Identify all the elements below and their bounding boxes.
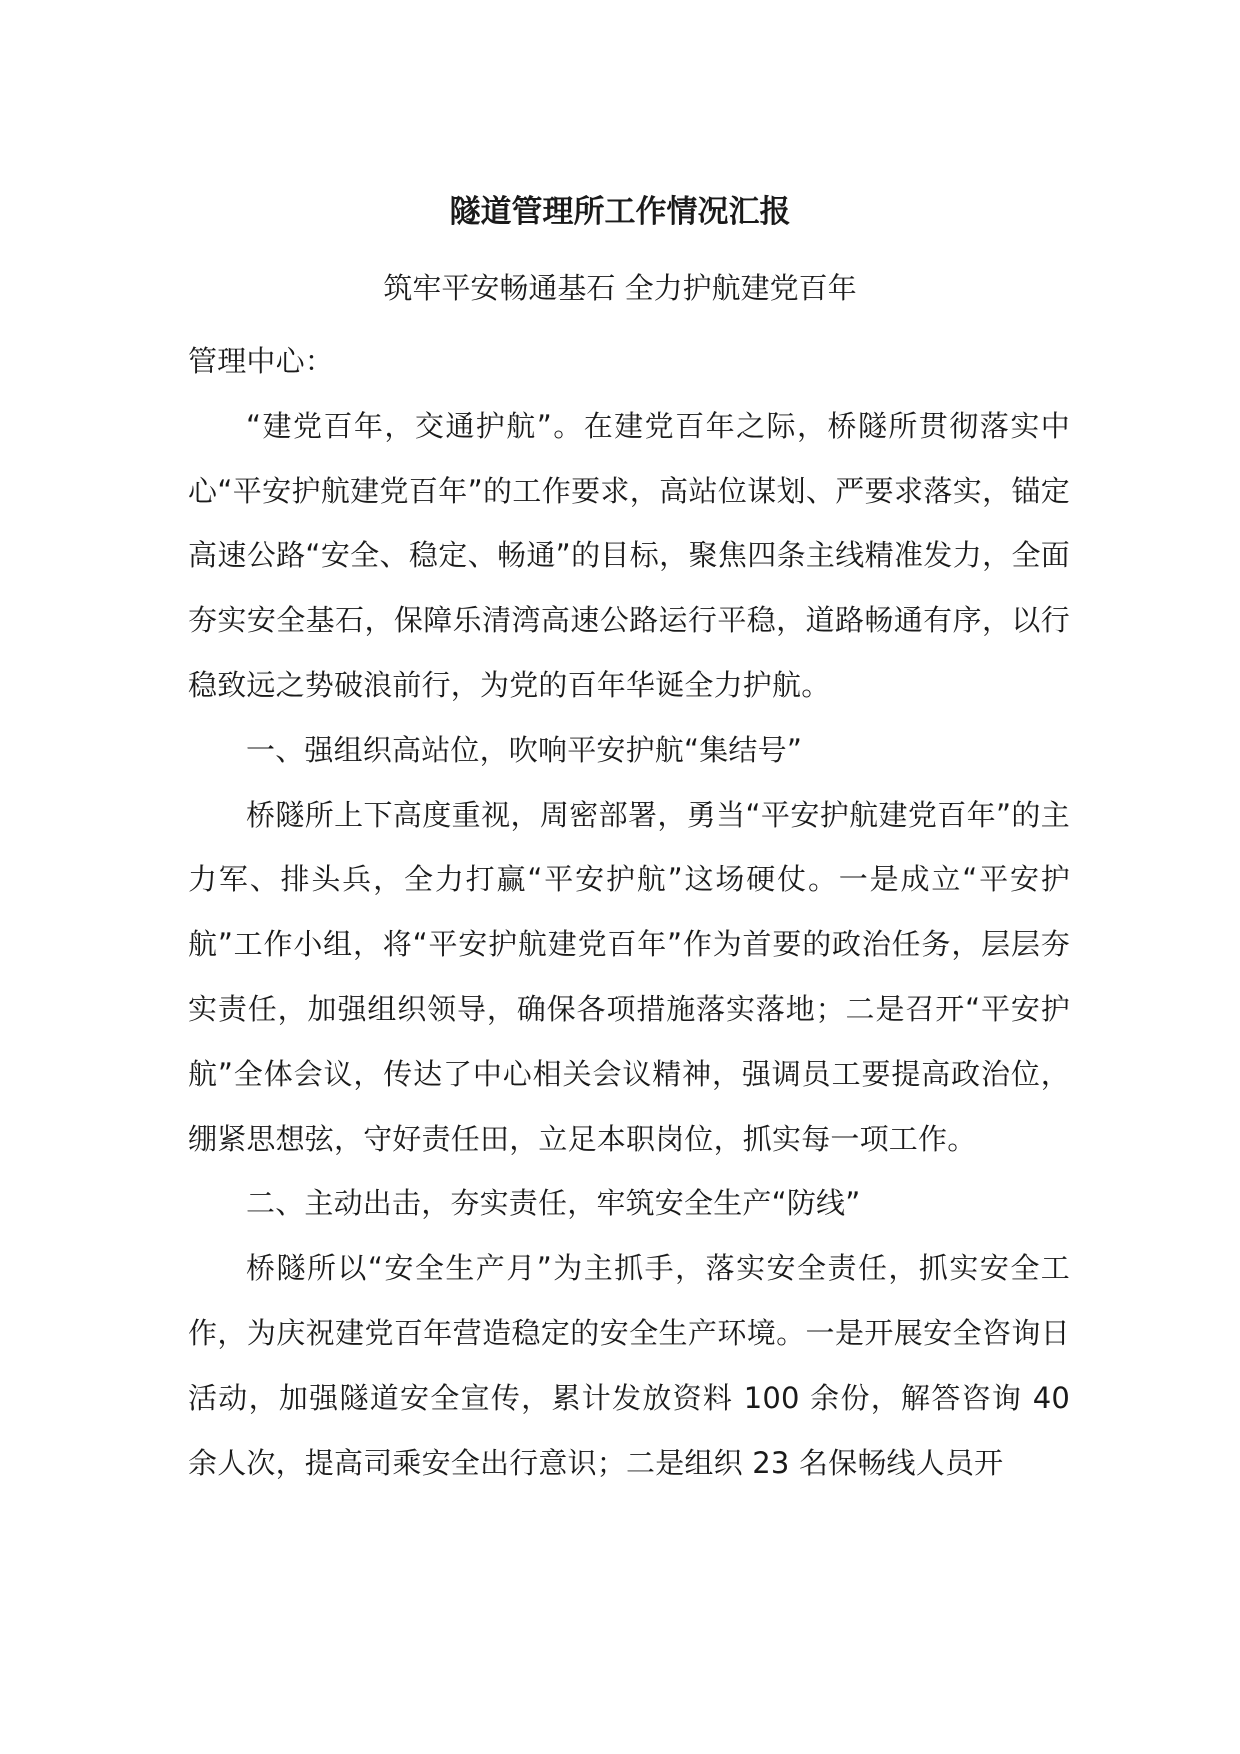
paragraph-section-1: 桥隧所上下高度重视，周密部署，勇当“平安护航建党百年”的主力军、排头兵，全力打赢“平安护航”这场硬仗。一是成立“平安护航”工作小组，将“平安护航建党百年”作为首要的政治任务，层层夯实责任，加强组织领导，确保各项措施落实落地；二是召开“平安护航”全体会议，传达了中心相关会议精神，强调员工要提高政治位，绷紧思想弦，守好责任田，立足本职岗位，抓实每一项工作。 xyxy=(188,797,1070,1156)
section-heading-2: 二、主动出击，夯实责任，牢筑安全生产“防线” xyxy=(246,1186,861,1221)
paragraph-intro: “建党百年，交通护航”。在建党百年之际，桥隧所贯彻落实中心“平安护航建党百年”的工作要求，高站位谋划、严要求落实，锚定高速公路“安全、稳定、畅通”的目标，聚焦四条主线精准发力，全面夯实安全基石，保障乐清湾高速公路运行平稳，道路畅通有序，以行稳致远之势破浪前行，为党的百年华诞全力护航。 xyxy=(188,408,1070,702)
paragraph-section-2: 桥隧所以“安全生产月”为主抓手，落实安全责任，抓实安全工作，为庆祝建党百年营造稳定的安全生产环境。一是开展安全咨询日活动，加强隧道安全宣传，累计发放资料 100 余份，解答咨询 40 余人次，提高司乘安全出行意识；二是组织 23 名保畅线人员开 xyxy=(188,1251,1070,1480)
salutation: 管理中心： xyxy=(188,344,335,378)
document-subtitle: 筑牢平安畅通基石 全力护航建党百年 xyxy=(383,271,857,305)
document-body xyxy=(188,329,1070,1495)
document-title: 隧道管理所工作情况汇报 xyxy=(449,194,791,230)
section-heading-1: 一、强组织高站位，吹响平安护航“集结号” xyxy=(246,732,803,767)
